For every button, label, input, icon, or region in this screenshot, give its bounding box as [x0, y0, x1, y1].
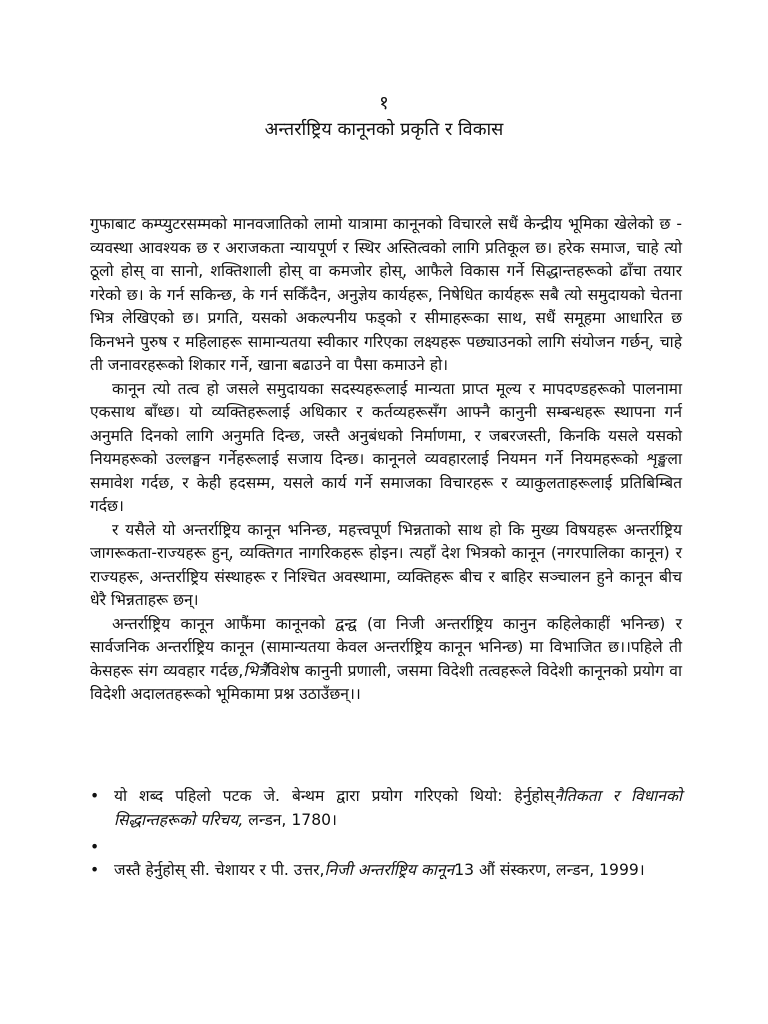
paragraph-4: [90, 613, 682, 707]
body-text: [90, 213, 682, 707]
footnote-item: [90, 859, 682, 883]
bullet-icon: •: [90, 861, 100, 879]
chapter-title: अन्तर्राष्ट्रिय कानूनको प्रकृति र विकास: [264, 119, 504, 140]
bullet-icon: •: [90, 787, 100, 805]
footnote-3-italic: निजी अन्तर्राष्ट्रिय कानून: [324, 861, 455, 879]
footnote-1-italic: नैतिकता र विधानको सिद्धान्तहरूको परिचय,: [114, 787, 682, 829]
footnote-1-text: यो शब्द पहिलो पटक जे. बेन्थम द्वारा प्रयोग गरिएको थियो: हेर्नुहोस्: [114, 787, 555, 805]
paragraph-4-start: अन्तर्राष्ट्रिय कानून आफैंमा कानूनको द्वन्द्व (वा निजी अन्तर्राष्ट्रिय कानुन कहिलेकाहीं भनिन्छ) र सार्वजनिक अन्तर्राष्ट्रिय कानून (सामान्यतया केवल अन्तर्राष्ट्रिय कानून भनिन्छ) मा विभाजित छ।।पहिले ती केसहरू संग व्यवहार गर्दछ,: [90, 614, 682, 680]
paragraph-3: र यसैले यो अन्तर्राष्ट्रिय कानून भनिन्छ, महत्त्वपूर्ण भिन्नताको साथ हो कि मुख्य विषयहरू अन्तर्राष्ट्रिय जागरूकता-राज्यहरू हुन्, व्यक्तिगत नागरिकहरू होइन। त्यहाँ देश भित्रको कानून (नगरपालिका कानून) र राज्यहरू, अन्तर्राष्ट्रिय संस्थाहरू र निश्चित अवस्थामा, व्यक्तिहरू बीच र बाहिर सञ्चालन हुने कानून बीच धेरै भिन्नताहरू छन्।: [90, 520, 683, 609]
footnotes-list: [90, 785, 682, 883]
paragraph-1: गुफाबाट कम्प्युटरसम्मको मानवजातिको लामो यात्रामा कानूनको विचारले सधैं केन्द्रीय भूमिका खेलेको छ - व्यवस्था आवश्यक छ र अराजकता न्यायपूर्ण र स्थिर अस्तित्वको लागि प्रतिकूल छ। हरेक समाज, चाहे त्यो ठूलो होस् वा सानो, शक्तिशाली होस् वा कमजोर होस्, आफैले विकास गर्ने सिद्धान्तहरूको ढाँचा तयार गरेको छ। के गर्न सकिन्छ, के गर्न सकिँदैन, अनुज्ञेय कार्यहरू, निषेधित कार्यहरू सबै त्यो समुदायको चेतना भित्र लेखिएको छ। प्रगति, यसको अकल्पनीय फड्को र सीमाहरूका साथ, सधैं समूहमा आधारित छ किनभने पुरुष र महिलाहरू सामान्यतया स्वीकार गरिएका लक्ष्यहरू पछ्याउनको लागि संयोजन गर्छन्, चाहे ती जनावरहरूको शिकार गर्ने, खाना बढाउने वा पैसा कमाउने हो।: [90, 215, 682, 374]
footnote-item: [90, 785, 682, 832]
footnote-1-end: लन्डन, 1780।: [243, 810, 337, 829]
paragraph-4-italic: भित्रै: [243, 661, 267, 680]
footnote-item: [90, 836, 682, 859]
footnote-3-end: 13 औं संस्करण, लन्डन, 1999।: [454, 861, 645, 879]
bullet-icon: •: [90, 838, 100, 856]
chapter-number: १: [379, 92, 389, 114]
paragraph-4-end: विशेष कानुनी प्रणाली, जसमा विदेशी तत्वहरूले विदेशी कानूनको प्रयोग वा विदेशी अदालतहरूको भूमिकामा प्रश्न उठाउँछन्।।: [90, 661, 682, 703]
footnote-3-text: जस्तै हेर्नुहोस् सी. चेशायर र पी. उत्तर,: [114, 861, 325, 879]
paragraph-2: कानून त्यो तत्व हो जसले समुदायका सदस्यहरूलाई मान्यता प्राप्त मूल्य र मापदण्डहरूको पालनामा एकसाथ बाँध्छ। यो व्यक्तिहरूलाई अधिकार र कर्तव्यहरूसँग आफ्नै कानुनी सम्बन्धहरू स्थापना गर्न अनुमति दिनको लागि अनुमति दिन्छ, जस्तै अनुबंधको निर्माणमा, र जबरजस्ती, किनकि यसले यसको नियमहरूको उल्लङ्घन गर्नेहरूलाई सजाय दिन्छ। कानूनले व्यवहारलाई नियमन गर्ने नियमहरूको शृङ्खला समावेश गर्दछ, र केही हदसम्म, यसले कार्य गर्ने समाजका विचारहरू र व्याकुलताहरूलाई प्रतिबिम्बित गर्दछ।: [90, 379, 682, 515]
